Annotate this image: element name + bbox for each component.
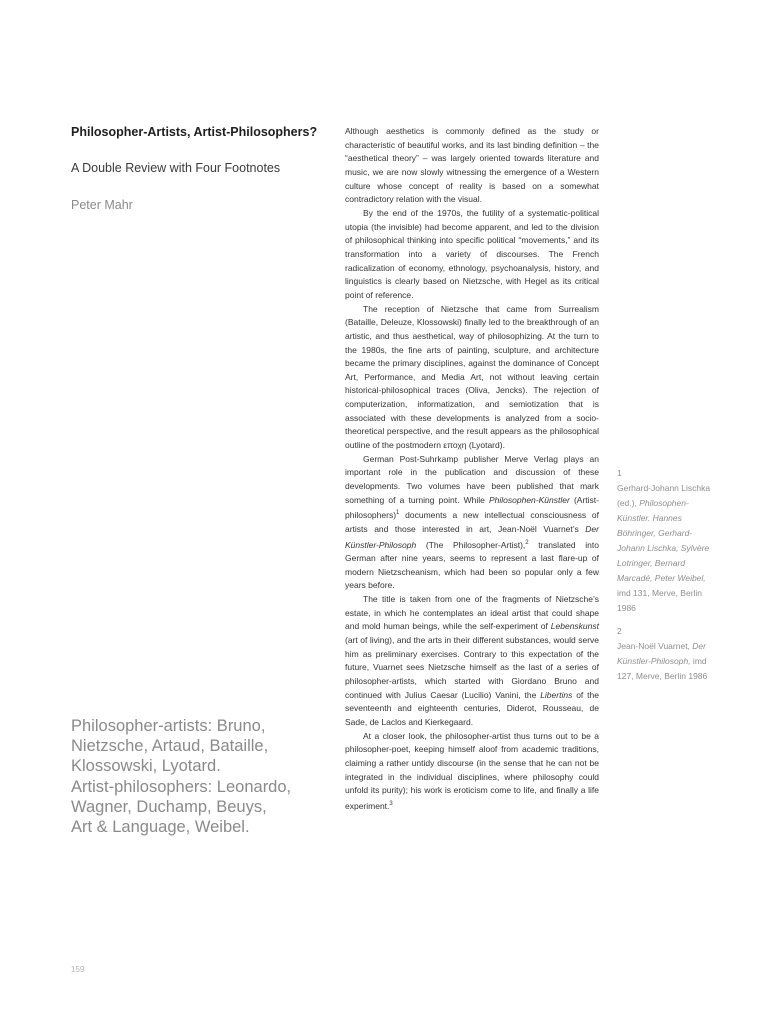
footnote-author: Jean-Noël Vuarnet, — [617, 641, 693, 651]
footnote-marker-2[interactable]: 2 — [525, 539, 529, 546]
author-name: Peter Mahr — [71, 198, 133, 212]
pull-quote-line: Klossowski, Lyotard. — [71, 757, 221, 776]
book-title-italic: Der Künstler-Philosoph — [345, 523, 599, 550]
footnote-title: Der Künstler-Philosoph, — [617, 641, 706, 666]
pull-quote-line: Art & Language, Weibel. — [71, 818, 250, 837]
term-italic: Libertins — [540, 689, 573, 700]
paragraph-text: (art of living), and the arts in their different substances, would serve him as preliminary exercises. Contrary to this expectation of the future, Vuarnet sees Nietzsche himself as the last of a series of philosopher-artists, which started with Giordano Bruno and continued with Julius Caesar (Lucilio) Vanini, the — [345, 634, 599, 700]
term-italic: Lebenskunst — [550, 621, 599, 632]
paragraph-text: of the seventeenth and eighteenth centuries, Diderot, Rousseau, de Sade, de Laclos and Kierkegaard. — [345, 689, 599, 727]
body-paragraph-1: Although aesthetics is commonly defined as the study or characteristic of beautiful works, and its last binding definition – the “aesthetical theory” – was largely oriented towards literature and music, we are now slowly witnessing the emergence of a Western culture whose concept of reality is based on a somewhat contradictory relation with the visual. — [345, 126, 599, 205]
article-title: Philosopher-Artists, Artist-Philosophers? — [71, 125, 318, 139]
paragraph-text: German Post-Suhrkamp publisher Merve Verlag plays an important role in the publication and discussion of these developments. Two volumes have been published that mark something of a turning point. While — [345, 453, 599, 505]
footnote-1 — [617, 466, 717, 616]
pull-quote-line: Philosopher-artists: Bruno, — [71, 717, 266, 735]
footnote-number: 2 — [617, 626, 622, 636]
footnote-title: Philosophen-Künstler. Hannes Böhringer, Gerhard-Johann Lischka, Sylvère Lotringer, Bernard Marcadé, Peter Weibel, — [617, 498, 710, 583]
pull-quote-line: Nietzsche, Artaud, Bataille, — [71, 737, 269, 756]
footnote-marker-1[interactable]: 1 — [396, 510, 400, 517]
footnote-text — [617, 639, 717, 684]
paragraph-text: (The Philosopher-Artist), — [416, 539, 526, 550]
body-paragraph-6 — [345, 730, 599, 814]
footnote-text — [617, 481, 717, 616]
body-paragraph-3: The reception of Nietzsche that came from Surrealism (Bataille, Deleuze, Klossowski) finally led to the breakthrough of an artistic, and thus aesthetical, way of philosophizing. At the turn to the 1980s, the fine arts of painting, sculpture, and architecture became the primary disciplines, against the dominance of Concept Art, Performance, and Media Art, not without leaving certain historical-philosophical traces (Oliva, Jencks). The rejection of computerization, informatization, and semiotization that is associated with these developments is analyzed from a socio-theoretical perspective, and the result appears as the philosophical outline of the postmodern εποχη (Lyotard). — [345, 303, 599, 451]
pull-quote-line: Wagner, Duchamp, Beuys, — [71, 797, 267, 816]
article-subtitle: A Double Review with Four Footnotes — [71, 161, 281, 175]
paragraph-text: (Artist-philosophers) — [345, 494, 599, 521]
footnote-number: 1 — [617, 468, 622, 478]
pull-quote-line: Artist-philosophers: Leonardo, — [71, 777, 292, 796]
body-paragraph-5 — [345, 593, 599, 730]
footnote-publisher: imd 127, Merve, Berlin 1986 — [617, 656, 708, 681]
footnote-author: Gerhard-Johann Lischka (ed.), — [617, 483, 711, 508]
paragraph-text: The title is taken from one of the fragments of Nietzsche’s estate, in which he contemplates an ideal artist that could shape and mold human beings, while the self-experiment of — [345, 593, 599, 632]
body-paragraph-2: By the end of the 1970s, the futility of a systematic-political utopia (the invisible) had become apparent, and led to the division of philosophical thinking into specific political “movements,” and its transformation into a variety of discourses. The French radicalization of economy, ethnology, psychoanalysis, history, and linguistics is clearly based on Nietzsche, with Hegel as its critical point of reference. — [345, 207, 599, 300]
pull-quote — [71, 716, 331, 837]
paragraph-text: translated into German after nine years, seems to represent a last flare-up of modern Nietzscheanism, which had been so popular only a few years before. — [345, 539, 599, 591]
page-number: 159 — [71, 965, 85, 974]
footnote-2 — [617, 624, 717, 684]
book-title-italic: Philosophen-Künstler — [489, 494, 570, 505]
footnote-marker-3[interactable]: 3 — [389, 800, 393, 807]
paragraph-text: documents a new intellectual consciousness of artists and those interested in art, Jean-Noël Vuarnet’s — [345, 510, 599, 534]
body-paragraph-4 — [345, 453, 599, 593]
footnote-publisher: imd 131, Merve, Berlin 1986 — [617, 588, 703, 613]
body-text — [345, 125, 599, 813]
paragraph-text: At a closer look, the philosopher-artist thus turns out to be a philosopher-poet, keeping himself aloof from academic traditions, claiming a rather untidy discourse (in the sense that he can not be integrated in the individual disciplines, where philosophy could unfold its purity); his work is eroticism come to life, and finally a life experiment. — [345, 730, 599, 811]
